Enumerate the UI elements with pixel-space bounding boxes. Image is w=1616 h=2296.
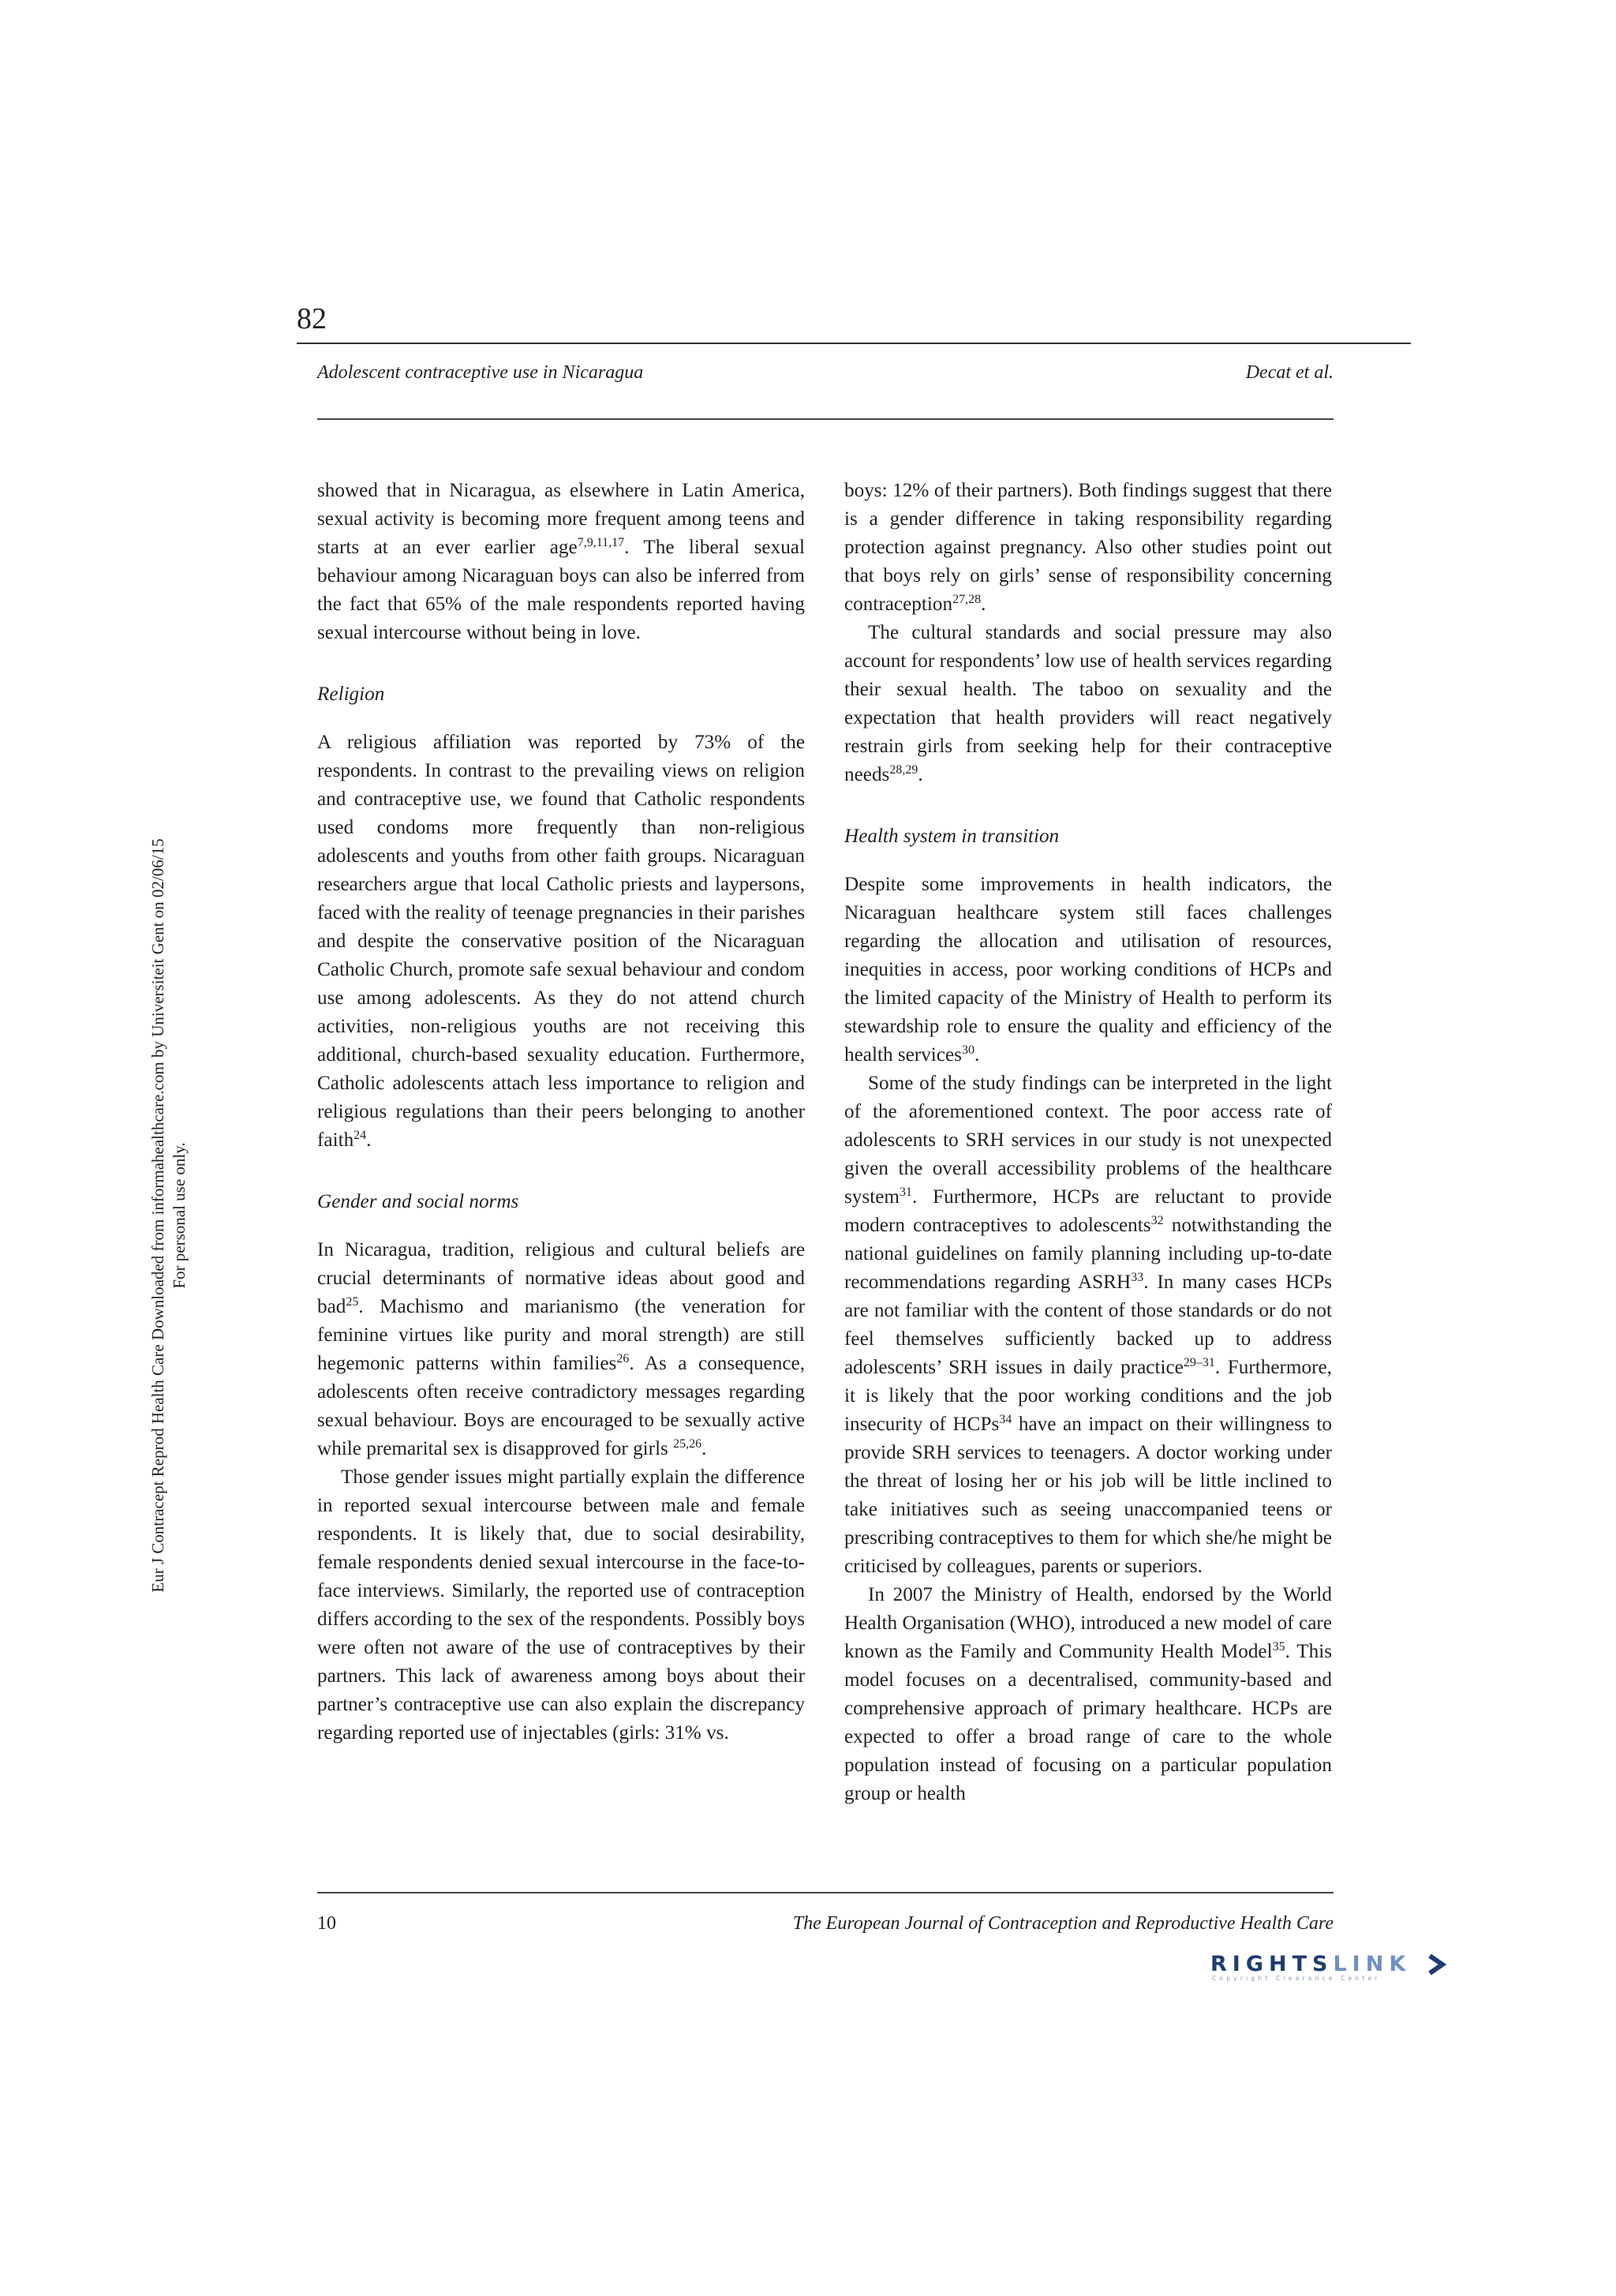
journal-title: The European Journal of Contraception and Reproductive Health Care [792,1913,1334,1934]
section-heading-health-system: Health system in transition [844,826,1060,847]
paragraph: Despite some improvements in health indicators, the Nicaraguan healthcare system still faces challenges regarding the allocation and utilisation of resources, inequities in access, poor working conditions of HCPs and the limited capacity of the Ministry of Health to perform its stewardship role to ensure the quality and efficiency of the health services$^{30}$. [844,874,1332,1066]
footer-rule [317,1892,1334,1893]
citation: 25 [346,1295,359,1309]
top-rule [297,343,1411,344]
left-column [317,477,805,1747]
watermark-line-1: Eur J Contracept Reprod Health Care Downloaded from informahealthcare.com by Universiteit Gent on 02/06/15 [148,838,167,1593]
citation: 7,9,11,17 [577,536,625,549]
citation: 29–31 [1183,1356,1215,1369]
download-watermark [148,663,190,1768]
paragraph: boys: 12% of their partners). Both findings suggest that there is a gender difference in taking responsibility regarding protection against pregnancy. Also other studies point out that boys rely on girls’ sense of responsibility concerning contraception$^{27,28}$. [844,480,1332,615]
rightslink-logo [1209,1948,1453,1983]
paragraph: Those gender issues might partially explain the difference in reported sexual intercourse between male and female respondents. It is likely that, due to social desirability, female respondents denied sexual intercourse in the face-to-face interviews. Similarly, the reported use of contraception differs according to the sex of the respondents. Possibly boys were often not aware of the use of contraceptives by their partners. This lack of awareness among boys about their partner’s contraceptive use can also explain the discrepancy regarding reported use of injectables (girls: 31% vs. [317,1466,805,1744]
paragraph: showed that in Nicaragua, as elsewhere in Latin America, sexual activity is becoming more frequent among teens and starts at an ever earlier age$^{7,9,11,17}$. The liberal sexual behaviour among Nicaraguan boys can also be inferred from the fact that 65% of the male respondents reported having sexual intercourse without being in love. [317,480,805,643]
citation: 25,26 [673,1437,702,1451]
citation: 35 [1272,1640,1285,1654]
paragraph: In Nicaragua, tradition, religious and cultural beliefs are crucial determinants of normative ideas about good and bad$^{25}$. Machismo and marianismo (the veneration for feminine virtues like purity and moral strength) are still hegemonic patterns within families$^{26}$. As a consequence, adolescents often receive contradictory messages regarding sexual behaviour. Boys are encouraged to be sexually active while premarital sex is disapproved for girls $^{25,26}$. [317,1239,805,1459]
header-rule [317,418,1334,420]
rightslink-wordmark [1210,1952,1411,1976]
paragraph: Some of the study findings can be interpreted in the light of the aforementioned context. The poor access rate of adolescents to SRH services in our study is not unexpected given the overall accessibility problems of the healthcare system$^{31}$. Furthermore, HCPs are reluctant to provide modern contraceptives to adolescents$^{32}$ notwithstanding the national guidelines on family planning including up-to-date recommendations regarding ASRH$^{33}$. In many cases HCPs are not familiar with the content of those standards or do not feel themselves sufficiently backed up to address adolescents’ SRH issues in daily practice$^{29-31}$. Furthermore, it is likely that the poor working conditions and the job insecurity of HCPs$^{34}$ have an impact on their willingness to provide SRH services to teenagers. A doctor working under the threat of losing her or his job will be little inclined to take initiatives such as seeing unaccompanied teens or prescribing contraceptives to them for which she/he might be criticised by colleagues, parents or superiors. [844,1073,1333,1577]
citation: 24 [354,1129,367,1142]
running-title: Adolescent contraceptive use in Nicaragua [317,362,644,383]
rightslink-wordmark-dark: RIGHTS [1210,1952,1334,1976]
outer-page-number: 82 [297,302,327,335]
watermark-line-2: For personal use only. [170,1142,189,1289]
citation: 27,28 [952,593,982,606]
citation: 26 [616,1352,630,1365]
rightslink-tagline: Copyright Clearance Center [1212,1975,1381,1982]
citation: 31 [899,1185,912,1199]
citation: 30 [961,1043,974,1057]
section-heading-gender: Gender and social norms [317,1191,519,1212]
paragraph: The cultural standards and social pressure may also account for respondents’ low use of health services regarding their sexual health. The taboo on sexuality and the expectation that health providers will react negatively restrain girls from seeking help for their contraceptive needs$^{28,29}$. [844,622,1332,785]
citation: 34 [999,1413,1012,1426]
paragraph: A religious affiliation was reported by 73% of the respondents. In contrast to the prevailing views on religion and contraceptive use, we found that Catholic respondents used condoms more frequently than non-religious adolescents and youths from other faith groups. Nicaraguan researchers argue that local Catholic priests and laypersons, faced with the reality of teenage pregnancies in their parishes and despite the conservative position of the Nicaraguan Catholic Church, promote safe sexual behaviour and condom use among adolescents. As they do not attend church activities, non-religious youths are not receiving this additional, church-based sexuality education. Furthermore, Catholic adolescents attach less importance to religion and religious regulations than their peers belonging to another faith$^{24}$. [317,732,805,1151]
paragraph: In 2007 the Ministry of Health, endorsed by the World Health Organisation (WHO), introduced a new model of care known as the Family and Community Health Model$^{35}$. This model focuses on a decentralised, community-based and comprehensive approach of primary healthcare. HCPs are expected to offer a broad range of care to the whole population instead of focusing on a particular population group or health [844,1584,1333,1804]
citation: 33 [1131,1271,1144,1284]
citation: 28,29 [889,763,918,777]
section-heading-religion: Religion [317,684,385,705]
citation: 32 [1150,1214,1164,1227]
page-number: 10 [317,1913,336,1934]
rightslink-wordmark-light: LINK [1333,1952,1412,1976]
right-column [844,477,1332,1808]
chevron-right-icon [1430,1956,1442,1973]
running-authors: Decat et al. [1245,362,1334,383]
